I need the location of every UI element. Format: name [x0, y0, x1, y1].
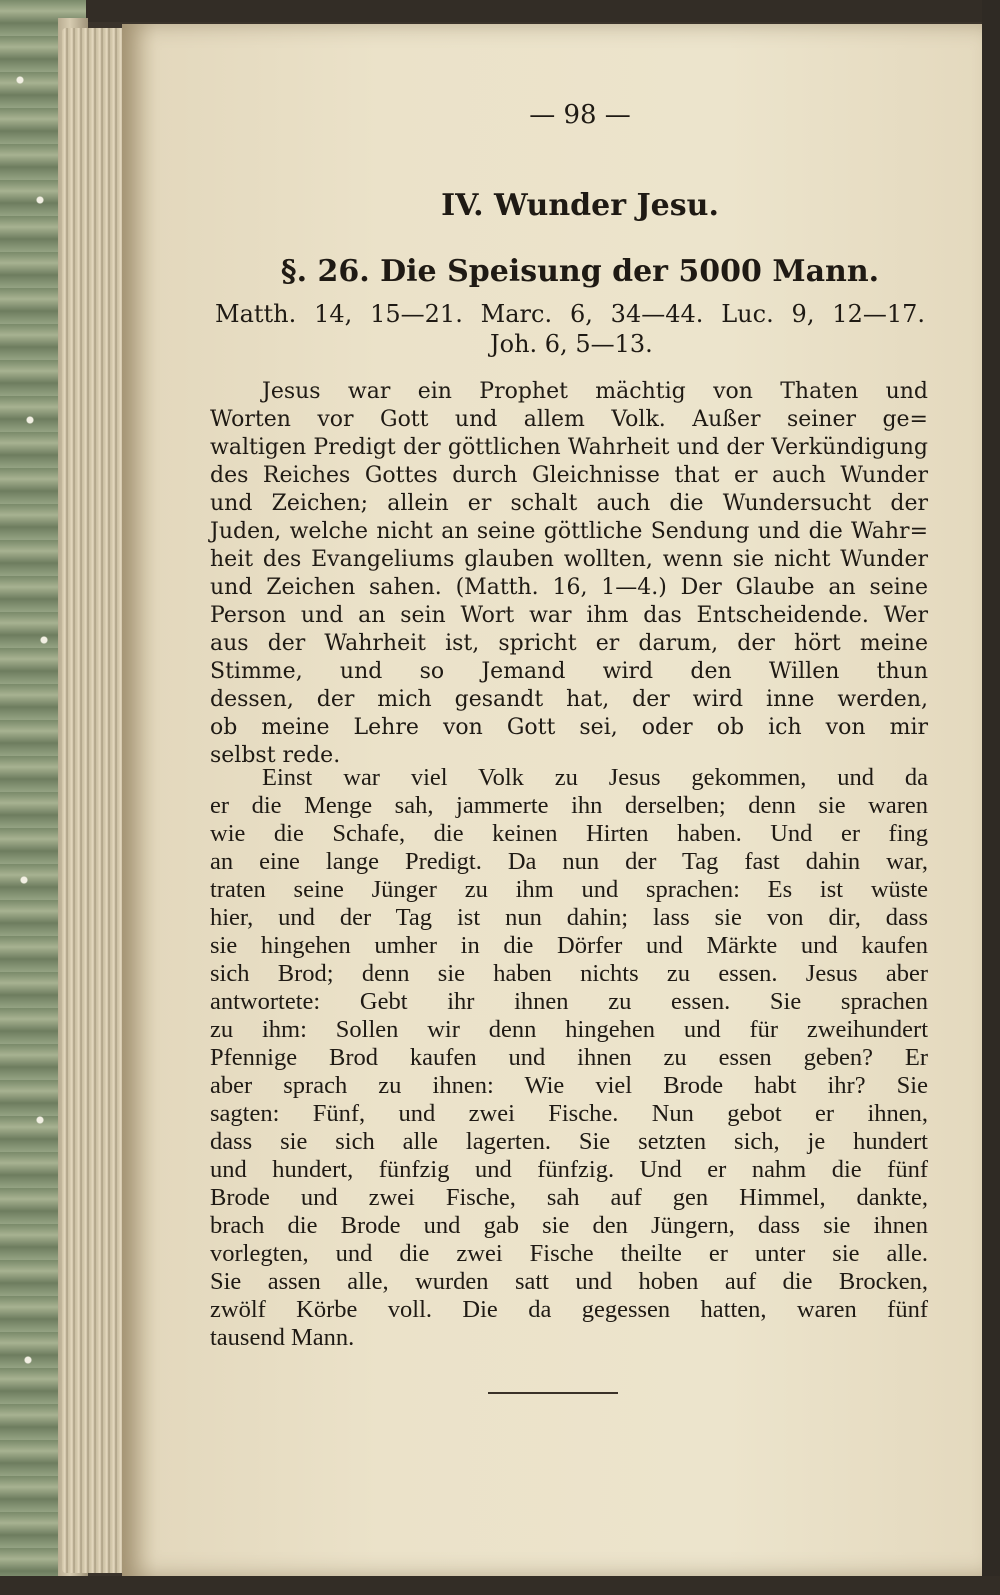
paragraph-line: Juden, welche nicht an seine göttliche Sendung und die Wahr=	[210, 519, 928, 544]
paragraph-line: hier, und der Tag ist nun dahin; lass sie von dir, dass	[210, 904, 928, 931]
paragraph-line: Einst war viel Volk zu Jesus gekommen, und da	[262, 764, 928, 791]
paragraph-line: und Zeichen; allein er schalt auch die Wundersucht der	[210, 491, 928, 516]
paragraph-line: waltigen Predigt der göttlichen Wahrheit und der Verkündigung	[210, 435, 928, 460]
section-title: §. 26. Die Speisung der 5000 Mann.	[280, 254, 880, 289]
paragraph-line: wie die Schafe, die keinen Hirten haben. Und er fing	[210, 820, 928, 847]
paragraph-line: Person und an sein Wort war ihm das Entscheidende. Wer	[210, 603, 928, 628]
background-right	[982, 0, 1000, 1595]
bible-references-line-1: Matth. 14, 15—21. Marc. 6, 34—44. Luc. 9, 12—17.	[215, 300, 925, 328]
paragraph-line: des Reiches Gottes durch Gleichnisse that er auch Wunder	[210, 463, 928, 488]
paragraph-line: sagten: Fünf, und zwei Fische. Nun gebot er ihnen,	[210, 1100, 928, 1127]
paragraph-line: traten seine Jünger zu ihm und sprachen: Es ist wüste	[210, 876, 928, 903]
page-number: — 98 —	[529, 100, 631, 130]
paragraph-line: Jesus war ein Prophet mächtig von Thaten und	[262, 379, 928, 404]
paragraph-line: sie hingehen umher in die Dörfer und Märkte und kaufen	[210, 932, 928, 959]
paragraph-line: aber sprach zu ihnen: Wie viel Brode habt ihr? Sie	[210, 1072, 928, 1099]
paragraph-line: er die Menge sah, jammerte ihn derselben; denn sie waren	[210, 792, 928, 819]
paragraph-line: Stimme, und so Jemand wird den Willen thun	[210, 659, 928, 684]
paragraph-line: zu ihm: Sollen wir denn hingehen und für zweihundert	[210, 1016, 928, 1043]
bible-references-line-2: Joh. 6, 5—13.	[490, 330, 653, 358]
paragraph-line: dass sie sich alle lagerten. Sie setzten sich, je hundert	[210, 1128, 928, 1155]
paragraph-2	[210, 764, 928, 1352]
paragraph-line: zwölf Körbe voll. Die da gegessen hatten, waren fünf	[210, 1296, 928, 1323]
paragraph-line: Worten vor Gott und allem Volk. Außer seiner ge=	[210, 407, 928, 432]
paragraph-line: und hundert, fünfzig und fünfzig. Und er nahm die fünf	[210, 1156, 928, 1183]
background-bottom	[0, 1576, 1000, 1595]
paragraph-line: heit des Evangeliums glauben wollten, wenn sie nicht Wunder	[210, 547, 928, 572]
chapter-title: IV. Wunder Jesu.	[441, 188, 719, 223]
paragraph-line: brach die Brode und gab sie den Jüngern, dass sie ihnen	[210, 1212, 928, 1239]
paragraph-line: ob meine Lehre von Gott sei, oder ob ich von mir	[210, 715, 928, 740]
paragraph-line: vorlegten, und die zwei Fische theilte er unter sie alle.	[210, 1240, 928, 1267]
paragraph-line: tausend Mann.	[210, 1324, 355, 1351]
paragraph-line: sich Brod; denn sie haben nichts zu essen. Jesus aber	[210, 960, 928, 987]
paragraph-line: Pfennige Brod kaufen und ihnen zu essen geben? Er	[210, 1044, 928, 1071]
paragraph-line: aus der Wahrheit ist, spricht er darum, der hört meine	[210, 631, 928, 656]
paragraph-line: Sie assen alle, wurden satt und hoben auf die Brocken,	[210, 1268, 928, 1295]
paragraph-line: dessen, der mich gesandt hat, der wird inne werden,	[210, 687, 928, 712]
paragraph-1	[210, 378, 928, 770]
paragraph-line: und Zeichen sahen. (Matth. 16, 1—4.) Der Glaube an seine	[210, 575, 928, 600]
paragraph-line: an eine lange Predigt. Da nun der Tag fast dahin war,	[210, 848, 928, 875]
paragraph-line: antwortete: Gebt ihr ihnen zu essen. Sie sprachen	[210, 988, 928, 1015]
closing-rule	[488, 1392, 618, 1394]
paragraph-line: Brode und zwei Fische, sah auf gen Himmel, dankte,	[210, 1184, 928, 1211]
paragraph-line: selbst rede.	[210, 743, 341, 768]
background-top	[0, 0, 1000, 22]
